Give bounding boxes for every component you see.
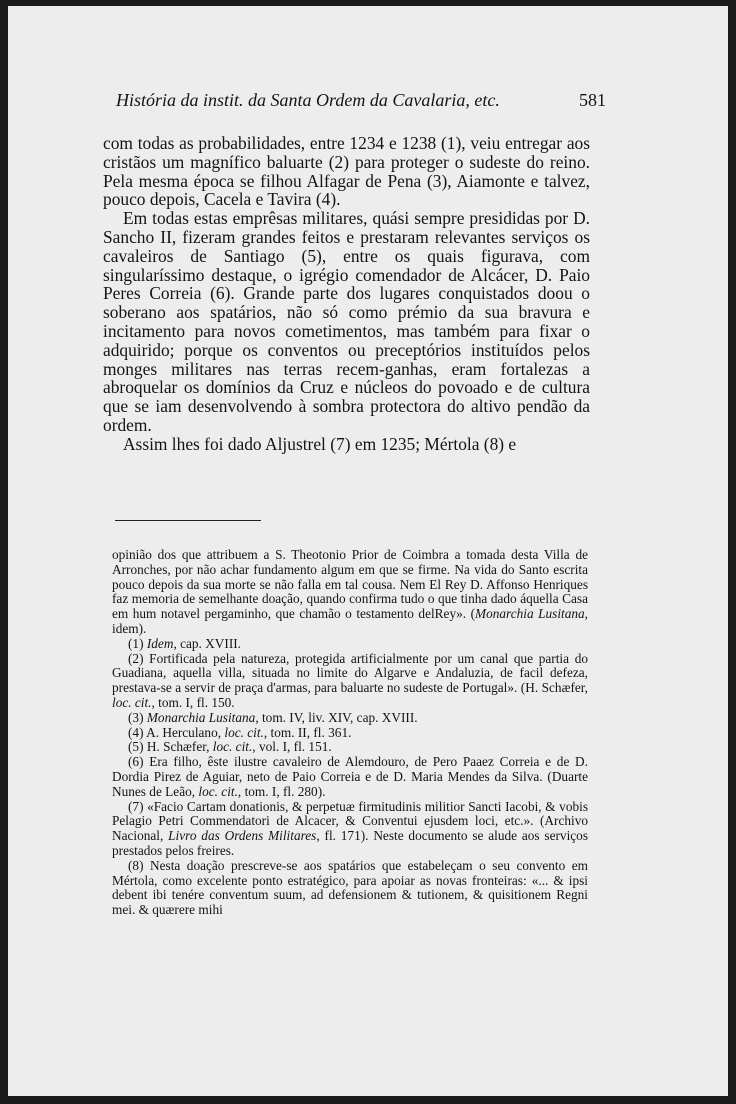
header-title: História da instit. da Santa Ordem da Cavalaria, etc. bbox=[116, 90, 500, 110]
footnote-1: (1) Idem, cap. XVIII. bbox=[128, 635, 241, 651]
footnote-5: (5) H. Schæfer, loc. cit., vol. I, fl. 151. bbox=[128, 739, 332, 755]
body-paragraph: com todas as probabilidades, entre 1234 e 1238 (1), veiu entregar aos cristãos um magnífico baluarte (2) para proteger o sudeste do reino. Pela mesma época se filhou Alfagar de Pena (3), Aiamonte e talvez, pouco depois, Cacela e Tavira (4). bbox=[103, 133, 590, 210]
book-page bbox=[8, 6, 728, 1096]
body-paragraph: Assim lhes foi dado Aljustrel (7) em 1235; Mértola (8) e bbox=[123, 433, 517, 454]
running-header bbox=[116, 90, 606, 111]
footnotes bbox=[112, 548, 588, 918]
footnote-2: (2) Fortificada pela natureza, protegida artificialmente por um canal que partia do Guadiana, aquella villa, situada no limite do Algarve e Andaluzia, de facil defeza, prestava-se a servir de praça d'armas, para baluarte no sudeste de Portugal». (H. Schæfer, loc. cit., tom. I, fl. 150. bbox=[112, 650, 588, 710]
footnote-7: (7) «Facio Cartam donationis, & perpetuæ firmitudinis militior Sancti Iacobi, & vobis Pelagio Petri Commendatori de Alcacer, & Conventui ejusdem loci, etc.». (Archivo Nacional, Livro das Ordens Militares, fl. 171). Neste documento se alude aos serviços prestados pelos freires. bbox=[112, 798, 588, 858]
page-number: 581 bbox=[579, 90, 606, 110]
footnote-4: (4) A. Herculano, loc. cit., tom. II, fl. 361. bbox=[128, 724, 352, 740]
footnote-divider bbox=[115, 520, 261, 521]
main-text bbox=[103, 134, 590, 454]
footnote-8: (8) Nesta doação prescreve-se aos spatários que estabeleçam o seu convento em Mértola, como excelente ponto estratégico, para apoiar as novas fronteiras: «... & ipsi debent ibi tenére conventum suum, ad defensionem & tutionem, & quisitionem Regni mei. & quærere mihi bbox=[112, 857, 588, 918]
footnote-6: (6) Era filho, êste ilustre cavaleiro de Alemdouro, de Pero Paaez Correia e de D. Dordia Pirez de Aguiar, neto de Paio Correia e de D. Maria Mendes da Silva. (Duarte Nunes de Leão, loc. cit., tom. I, fl. 280). bbox=[112, 754, 588, 799]
footnote-3: (3) Monarchia Lusitana, tom. IV, liv. XIV, cap. XVIII. bbox=[128, 709, 418, 725]
footnote-continuation: opinião dos que attribuem a S. Theotonio Prior de Coimbra a tomada desta Villa de Arronches, por não achar fundamento algum em que se firme. Na vida do Santo escrita pouco depois da sua morte se não falla em tal cousa. Nem El Rey D. Affonso Henriques faz memoria de semelhante doação, quando confirma tudo o que tinha dado áquella Casa em hum notavel pergaminho, que chamão o testamento delRey». (Monarchia Lusitana, idem). bbox=[112, 547, 588, 636]
body-paragraph: Em todas estas emprêsas militares, quási sempre presididas por D. Sancho II, fizeram grandes feitos e prestaram relevantes serviços os cavaleiros de Santiago (5), entre os quais figurava, com singularíssimo destaque, o igrégio comendador de Alcácer, D. Paio Peres Correia (6). Grande parte dos lugares conquistados doou o soberano aos spatários, não só como prémio da sua bravura e incitamento para novos cometimentos, mas também para fixar o adquirido; porque os conventos ou preceptórios instituídos pelos monges militares nas terras recem-ganhas, eram fortalezas a abroquelar os domínios da Cruz e núcleos do povoado e de cultura que se iam desenvolvendo à sombra protectora do altivo pendão da ordem. bbox=[103, 208, 590, 435]
